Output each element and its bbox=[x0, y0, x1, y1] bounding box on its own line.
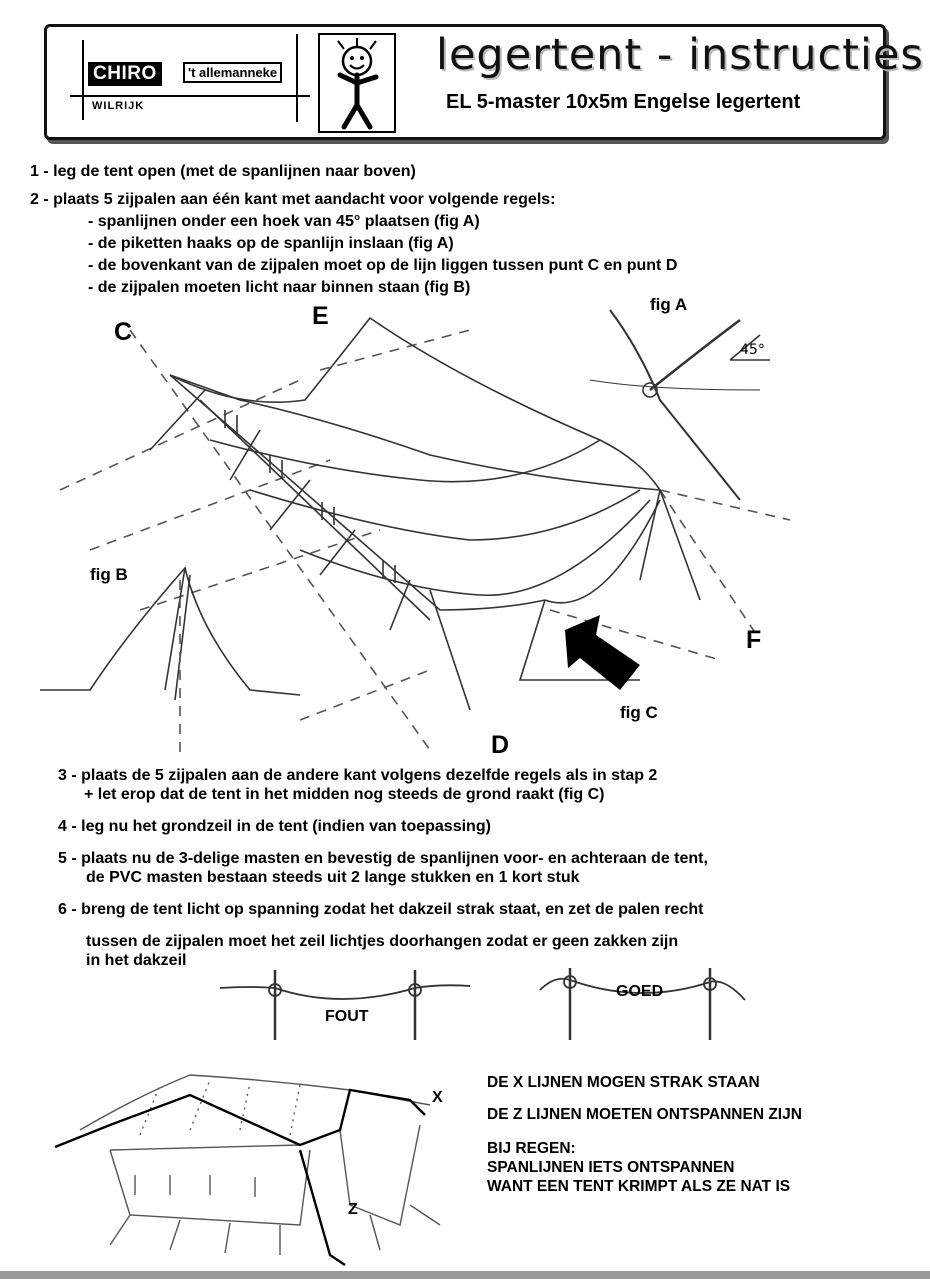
step-2-rule: - de piketten haaks op de spanlijn inslaan (fig A) bbox=[88, 235, 454, 252]
step-2-rule: - de bovenkant van de zijpalen moet op de lijn liggen tussen punt C en punt D bbox=[88, 257, 678, 274]
mascot-logo bbox=[318, 33, 396, 133]
step-6-note: in het dakzeil bbox=[86, 952, 187, 969]
figure-c-label: fig C bbox=[620, 703, 658, 722]
point-label-c: C bbox=[114, 318, 133, 346]
group-name: 't allemanneke bbox=[183, 62, 282, 83]
mascot-icon bbox=[320, 35, 394, 131]
z-line-label: Z bbox=[348, 1201, 358, 1218]
wrong-label: FOUT bbox=[325, 1008, 369, 1025]
figure-b-label: fig B bbox=[90, 565, 128, 584]
page-title: legertent - instructies bbox=[436, 30, 924, 80]
step-1: 1 - leg de tent open (met de spanlijnen naar boven) bbox=[30, 163, 416, 180]
x-lines-note: DE X LIJNEN MOGEN STRAK STAAN bbox=[487, 1074, 760, 1091]
point-label-e: E bbox=[312, 302, 329, 330]
figure-a-label: fig A bbox=[650, 295, 688, 314]
point-label-f: F bbox=[746, 626, 762, 654]
step-2-rule: - spanlijnen onder een hoek van 45° plaatsen (fig A) bbox=[88, 213, 480, 230]
header-divider bbox=[70, 95, 310, 97]
rain-note: SPANLIJNEN IETS ONTSPANNEN bbox=[487, 1159, 735, 1176]
rain-note-title: BIJ REGEN: bbox=[487, 1140, 576, 1157]
step-5-note: de PVC masten bestaan steeds uit 2 lange stukken en 1 kort stuk bbox=[86, 869, 580, 886]
step-2: 2 - plaats 5 zijpalen aan één kant met aandacht voor volgende regels: bbox=[30, 191, 556, 208]
rain-note: WANT EEN TENT KRIMPT ALS ZE NAT IS bbox=[487, 1178, 791, 1195]
step-3: 3 - plaats de 5 zijpalen aan de andere kant volgens dezelfde regels als in stap 2 bbox=[58, 767, 658, 784]
chiro-logo-text: CHIRO bbox=[88, 62, 162, 86]
step-2-rule: - de zijpalen moeten licht naar binnen staan (fig B) bbox=[88, 279, 471, 296]
header-divider bbox=[82, 40, 84, 120]
x-line-label: X bbox=[432, 1089, 443, 1106]
tent-illustration bbox=[0, 290, 930, 760]
step-4: 4 - leg nu het grondzeil in de tent (indien van toepassing) bbox=[58, 818, 491, 835]
point-label-d: D bbox=[491, 731, 510, 759]
header-divider bbox=[296, 34, 298, 122]
step-3-note: + let erop dat de tent in het midden nog steeds de grond raakt (fig C) bbox=[84, 786, 605, 803]
location-label: WILRIJK bbox=[92, 100, 145, 112]
footer-bar bbox=[0, 1271, 930, 1279]
angle-label: 45° bbox=[740, 342, 765, 358]
good-label: GOED bbox=[616, 983, 664, 1000]
step-5: 5 - plaats nu de 3-delige masten en bevestig de spanlijnen voor- en achteraan de tent, bbox=[58, 850, 708, 867]
step-6: 6 - breng de tent licht op spanning zodat het dakzeil strak staat, en zet de palen recht bbox=[58, 901, 704, 918]
page-subtitle: EL 5-master 10x5m Engelse legertent bbox=[446, 91, 801, 113]
tension-lines-sketch bbox=[40, 1055, 480, 1270]
z-lines-note: DE Z LIJNEN MOETEN ONTSPANNEN ZIJN bbox=[487, 1106, 802, 1123]
step-6-note: tussen de zijpalen moet het zeil lichtjes doorhangen zodat er geen zakken zijn bbox=[86, 933, 679, 950]
sag-comparison-sketch bbox=[210, 960, 770, 1040]
